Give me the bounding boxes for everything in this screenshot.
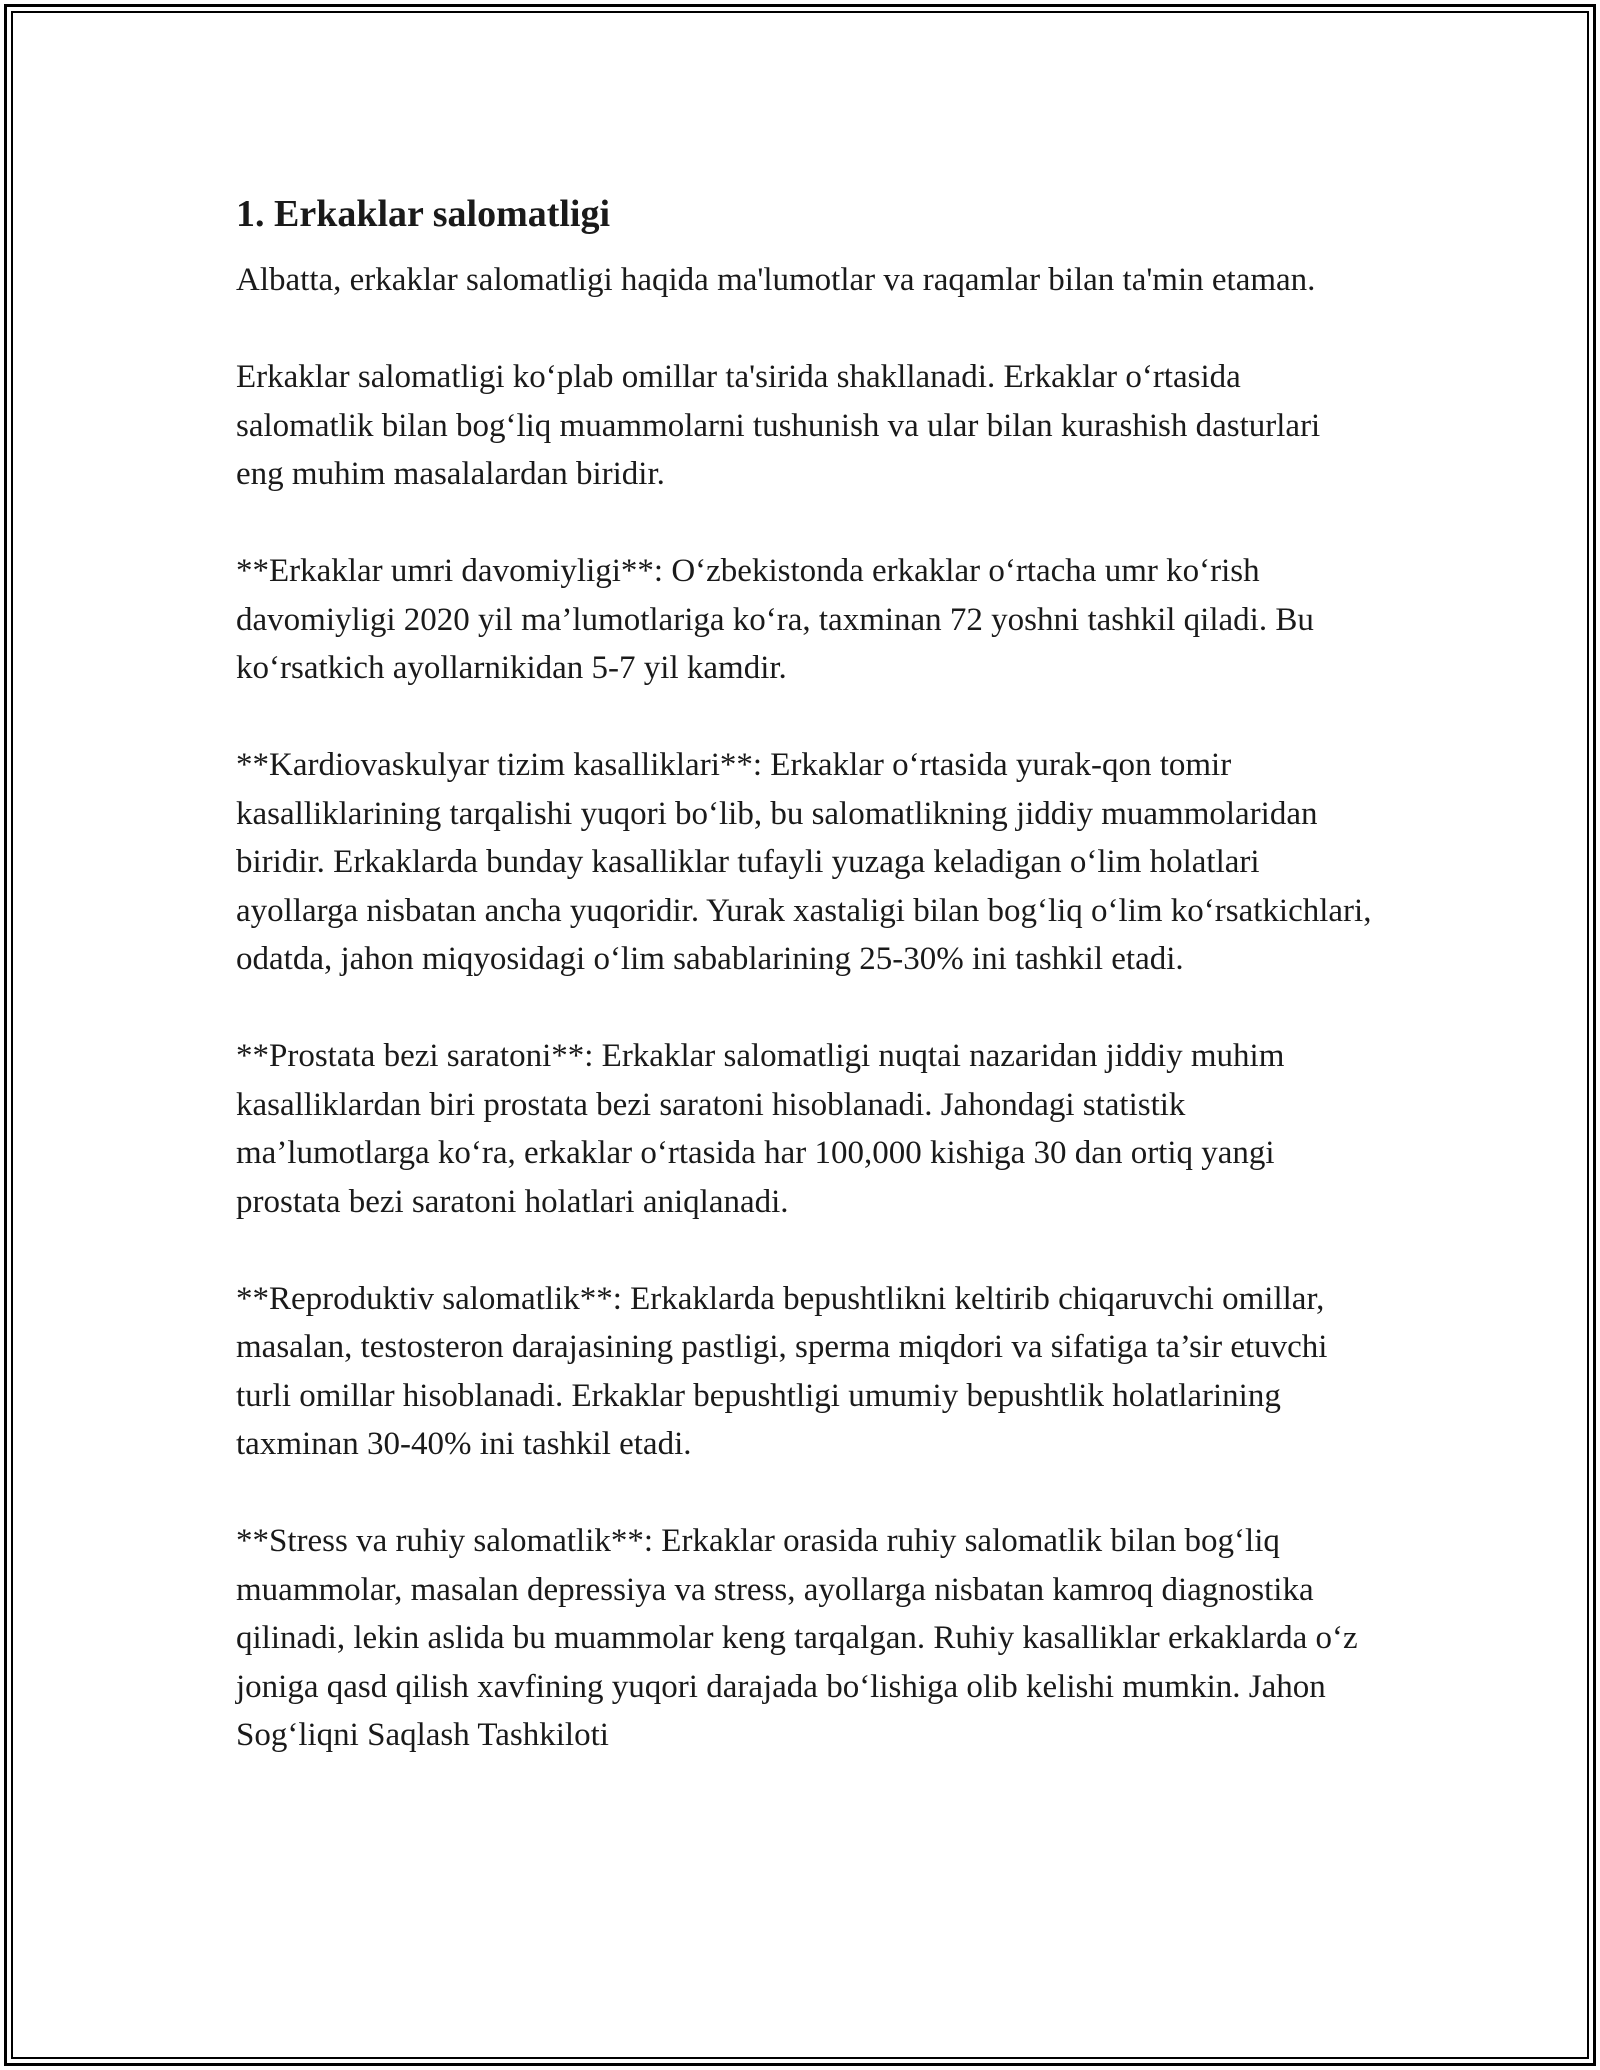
paragraph-prostate-cancer: **Prostata bezi saratoni**: Erkaklar salomatligi nuqtai nazaridan jiddiy muhim kasalliklardan biri prostata bezi saratoni hisoblanadi. Jahondagi statistik ma’lumotlarga ko‘ra, erkaklar o‘rtasida har 100,000 kishiga 30 dan ortiq yangi prostata bezi saratoni holatlari aniqlanadi. [236, 1038, 1285, 1220]
paragraph-cardiovascular: **Kardiovaskulyar tizim kasalliklari**: Erkaklar o‘rtasida yurak-qon tomir kasalliklarining tarqalishi yuqori bo‘lib, bu salomatlikning jiddiy muammolaridan biridir. Erkaklarda bunday kasalliklar tufayli yuzaga keladigan o‘lim holatlari ayollarga nisbatan ancha yuqoridir. Yurak xastaligi bilan bog‘liq o‘lim ko‘rsatkichlari, odatda, jahon miqyosidagi o‘lim sabablarining 25-30% ini tashkil etadi. [236, 747, 1372, 977]
paragraph-intro: Albatta, erkaklar salomatligi haqida ma'lumotlar va raqamlar bilan ta'min etaman. [236, 262, 1316, 298]
paragraph-life-expectancy: **Erkaklar umri davomiyligi**: O‘zbekistonda erkaklar o‘rtacha umr ko‘rish davomiyligi 2020 yil ma’lumotlariga ko‘ra, taxminan 72 yoshni tashkil qiladi. Bu ko‘rsatkich ayollarnikidan 5-7 yil kamdir. [236, 553, 1314, 686]
section-heading: 1. Erkaklar salomatligi [236, 193, 611, 235]
document-body [236, 186, 1376, 1808]
paragraph-reproductive-health: **Reproduktiv salomatlik**: Erkaklarda bepushtlikni keltirib chiqaruvchi omillar, masalan, testosteron darajasining pastligi, sperma miqdori va sifatiga ta’sir etuvchi turli omillar hisoblanadi. Erkaklar bepushtligi umumiy bepushtlik holatlarining taxminan 30-40% ini tashkil etadi. [236, 1280, 1328, 1462]
paragraph-mental-health: **Stress va ruhiy salomatlik**: Erkaklar orasida ruhiy salomatlik bilan bog‘liq muammolar, masalan depressiya va stress, ayollarga nisbatan kamroq diagnostika qilinadi, lekin aslida bu muammolar keng tarqalgan. Ruhiy kasalliklar erkaklarda o‘z joniga qasd qilish xavfining yuqori darajada bo‘lishiga olib kelishi mumkin. Jahon Sog‘liqni Saqlash Tashkiloti [236, 1523, 1358, 1753]
paragraph-overview: Erkaklar salomatligi ko‘plab omillar ta'sirida shakllanadi. Erkaklar o‘rtasida salomatlik bilan bog‘liq muammolarni tushunish va ular bilan kurashish dasturlari eng muhim masalalardan biridir. [236, 359, 1321, 492]
